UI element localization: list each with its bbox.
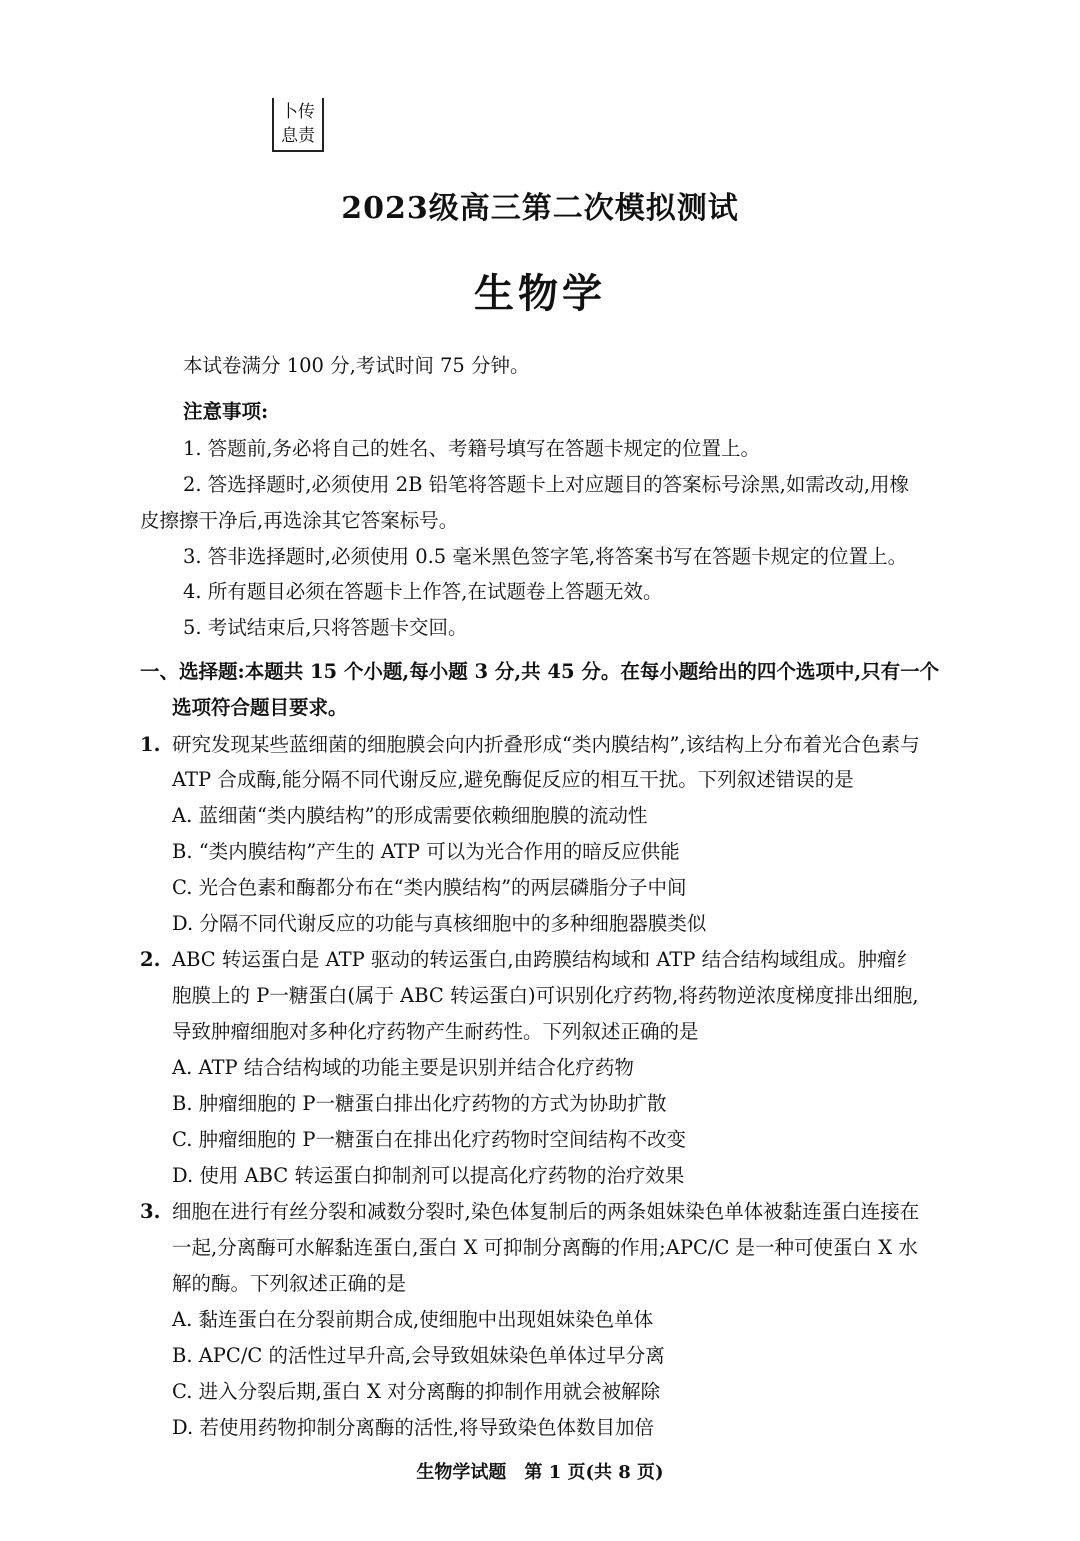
question-option: A. 蓝细菌“类内膜结构”的形成需要依赖细胞膜的流动性 <box>172 804 648 827</box>
section-heading: 一、选择题:本题共 15 个小题,每小题 3 分,共 45 分。在每小题给出的四个选项中,只有一个 <box>140 660 940 683</box>
notice-item: 3. 答非选择题时,必须使用 0.5 毫米黑色签字笔,将答案书写在答题卡规定的位置上。 <box>183 545 908 568</box>
question-option: B. 肿瘤细胞的 P一糖蛋白排出化疗药物的方式为协助扩散 <box>172 1092 667 1115</box>
question-option: A. ATP 结合结构域的功能主要是识别并结合化疗药物 <box>172 1056 634 1079</box>
notice-item: 5. 考试结束后,只将答题卡交回。 <box>183 616 468 639</box>
intro-text: 本试卷满分 100 分,考试时间 75 分钟。 <box>183 354 530 377</box>
question-stem: 胞膜上的 P一糖蛋白(属于 ABC 转运蛋白)可识别化疗药物,将药物逆浓度梯度排出细胞, <box>172 984 919 1007</box>
question-stem: 导致肿瘤细胞对多种化疗药物产生耐药性。下列叙述正确的是 <box>172 1020 699 1043</box>
notice-heading: 注意事项: <box>183 400 269 423</box>
question-stem: 一起,分离酶可水解黏连蛋白,蛋白 X 可抑制分离酶的作用;APC/C 是一种可使蛋白 X 水 <box>172 1236 918 1259</box>
stamp-line-2: 息责 <box>281 126 315 146</box>
question-option: D. 分隔不同代谢反应的功能与真核细胞中的多种细胞器膜类似 <box>172 912 707 935</box>
page-footer: 生物学试题 第 1 页(共 8 页) <box>416 1462 664 1483</box>
question-option: B. “类内膜结构”产生的 ATP 可以为光合作用的暗反应供能 <box>172 840 680 863</box>
question-number: 2. <box>140 948 161 971</box>
section-heading-cont: 选项符合题目要求。 <box>172 696 348 719</box>
subject-title: 生物学 <box>474 270 606 317</box>
question-option: D. 使用 ABC 转运蛋白抑制剂可以提高化疗药物的治疗效果 <box>172 1164 685 1187</box>
stamp-line-1: 卜传 <box>281 102 315 122</box>
notice-item: 4. 所有题目必须在答题卡上作答,在试题卷上答题无效。 <box>183 580 663 603</box>
question-number: 3. <box>140 1200 161 1223</box>
notice-item: 2. 答选择题时,必须使用 2B 铅笔将答题卡上对应题目的答案标号涂黑,如需改动,用橡 <box>183 473 910 496</box>
question-number: 1. <box>140 733 161 756</box>
question-stem: 细胞在进行有丝分裂和减数分裂时,染色体复制后的两条姐妹染色单体被黏连蛋白连接在 <box>172 1200 920 1223</box>
question-stem: ABC 转运蛋白是 ATP 驱动的转运蛋白,由跨膜结构域和 ATP 结合结构域组成。肿瘤纟 <box>172 948 917 971</box>
question-option: C. 光合色素和酶都分布在“类内膜结构”的两层磷脂分子中间 <box>172 876 687 899</box>
question-stem: ATP 合成酶,能分隔不同代谢反应,避免酶促反应的相互干扰。下列叙述错误的是 <box>172 768 854 791</box>
exam-title: 2023级高三第二次模拟测试 <box>341 191 739 226</box>
question-option: D. 若使用药物抑制分离酶的活性,将导致染色体数目加倍 <box>172 1416 655 1439</box>
question-option: C. 进入分裂后期,蛋白 X 对分离酶的抑制作用就会被解除 <box>172 1380 661 1403</box>
notice-item: 皮擦擦干净后,再选涂其它答案标号。 <box>140 509 459 532</box>
question-option: A. 黏连蛋白在分裂前期合成,使细胞中出现姐妹染色单体 <box>172 1308 654 1331</box>
stamp-box <box>272 98 324 152</box>
question-option: C. 肿瘤细胞的 P一糖蛋白在排出化疗药物时空间结构不改变 <box>172 1128 686 1151</box>
notice-item: 1. 答题前,务必将自己的姓名、考籍号填写在答题卡规定的位置上。 <box>183 437 761 460</box>
question-option: B. APC/C 的活性过早升高,会导致姐妹染色单体过早分离 <box>172 1344 665 1367</box>
question-stem: 解的酶。下列叙述正确的是 <box>172 1272 407 1295</box>
question-stem: 研究发现某些蓝细菌的细胞膜会向内折叠形成“类内膜结构”,该结构上分布着光合色素与 <box>172 733 920 756</box>
